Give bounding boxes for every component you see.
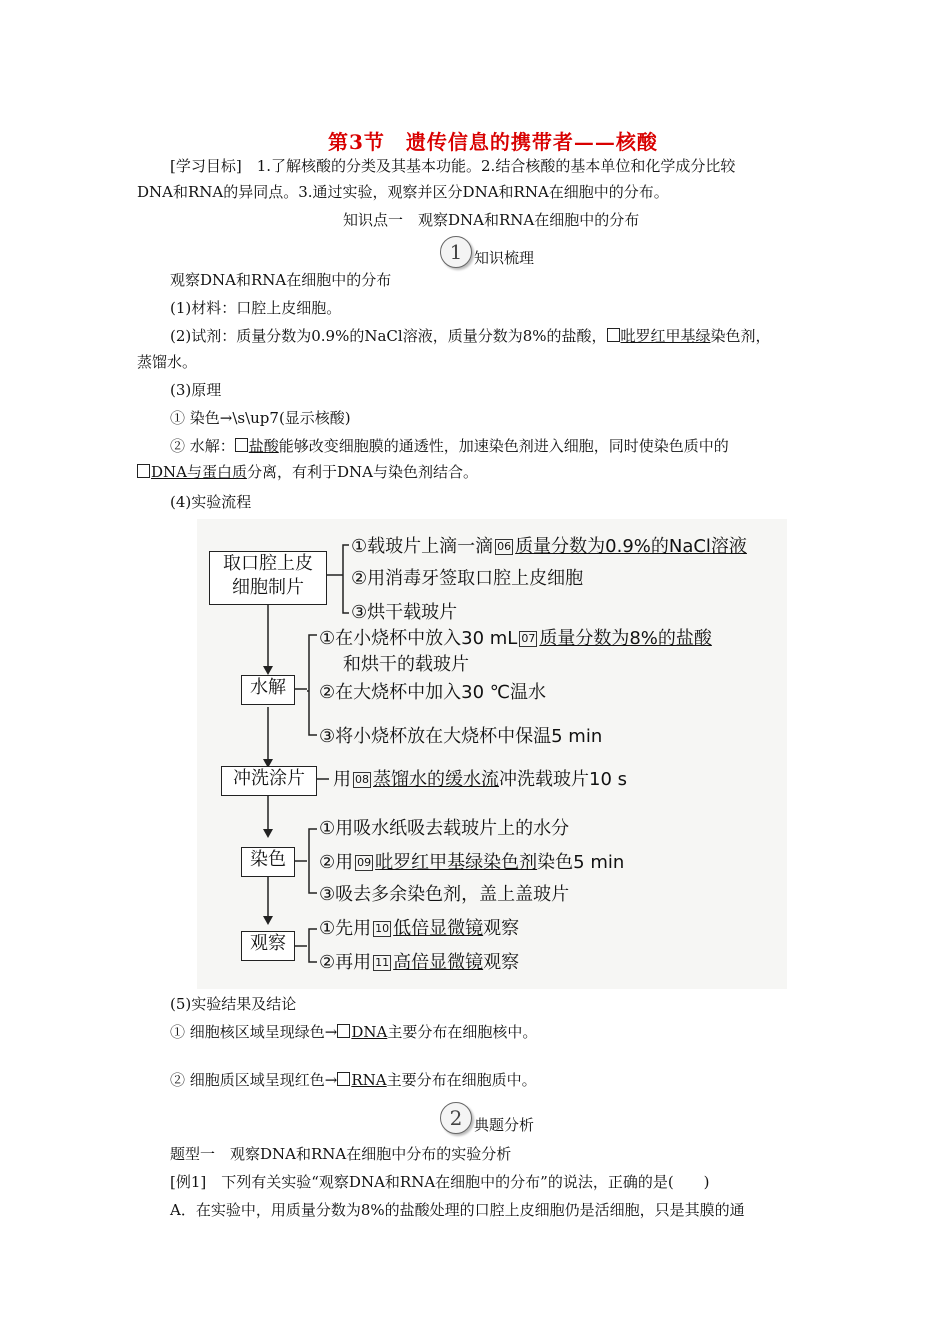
paragraph-heading: 观察DNA和RNA在细胞中的分布 [170,271,392,289]
step1-item1: ①载玻片上滴一滴 06 质量分数为0.9%的NaCl溶液 [351,536,747,557]
blank-box-icon [607,328,620,342]
reagents-answer: 吡罗红甲基绿 [620,327,711,345]
hydrolysis-text2: 分离，有利于DNA与染色剂结合。 [246,463,478,481]
procedure-heading: (4)实验流程 [170,493,252,511]
step1-answer: 质量分数为0.9%的NaCl溶液 [515,536,747,557]
step2-answer: 质量分数为8%的盐酸 [539,628,712,649]
step-box-staining: 染色 [241,847,295,877]
blank-box-icon [337,1024,350,1038]
blank-box-icon [235,438,248,452]
reagents-text: (2)试剂：质量分数为0.9%的NaCl溶液，质量分数为8%的盐酸， [170,327,607,345]
step2-item2: ②在大烧杯中加入30 ℃温水 [319,682,546,703]
section-number-icon: 2 [440,1102,472,1134]
materials-line: (1)材料：口腔上皮细胞。 [170,299,342,317]
step2-item3: ③将小烧杯放在大烧杯中保温5 min [319,726,603,747]
procedure-flowchart [197,519,787,989]
section-number-icon: 1 [440,236,472,268]
question-type-heading: 题型一 观察DNA和RNA在细胞中分布的实验分析 [170,1145,512,1163]
principle-heading: (3)原理 [170,381,222,399]
blank-number-label: 10 [375,922,390,935]
hydrolysis-label: ② 水解： [170,437,235,455]
result1-answer: DNA [351,1023,388,1041]
step4-answer: 吡罗红甲基绿染色剂 [375,852,538,873]
results-heading: (5)实验结果及结论 [170,995,297,1013]
step4-item2: ②用 09 吡罗红甲基绿染色剂染色5 min [319,852,625,873]
step-box-line: 细胞制片 [232,577,304,598]
result2-answer: RNA [351,1071,387,1089]
step5-item1: ①先用 10 低倍显微镜观察 [319,918,520,939]
reagents-text-end: 染色剂， [710,327,771,345]
hydrolysis-answer: 盐酸 [248,437,279,455]
step5-answer2: 高倍显微镜 [393,952,484,973]
result-2: ② 细胞质区域呈现红色→ RNA主要分布在细胞质中。 [170,1071,537,1089]
principle-hydrolysis-line2 [137,462,478,482]
step-box-observe: 观察 [241,931,295,961]
step4-item3: ③吸去多余染色剂，盖上盖玻片 [319,884,570,905]
step3-item1: 用 08 蒸馏水的缓水流冲洗载玻片10 s [333,769,628,790]
section-label: 知识梳理 [474,249,535,267]
blank-number-label: 07 [521,632,536,645]
example-question: [例1] 下列有关实验“观察DNA和RNA在细胞中的分布”的说法，正确的是( ) [170,1173,710,1191]
step5-item2: ②再用 11 高倍显微镜观察 [319,952,520,973]
step-box-rinse: 冲洗涂片 [221,766,317,796]
blank-number-label: 06 [497,540,512,553]
option-a: A．在实验中，用质量分数为8%的盐酸处理的口腔上皮细胞仍是活细胞，只是其膜的通 [170,1201,745,1219]
reagents-line [170,326,771,346]
step1-item3: ③烘干载玻片 [351,602,458,623]
reagents-line2: 蒸馏水。 [137,353,198,371]
step3-answer: 蒸馏水的缓水流 [373,769,499,790]
page-title: 第3节 遗传信息的携带者——核酸 [328,130,658,154]
section-label: 典题分析 [474,1116,535,1134]
blank-box-icon [337,1072,350,1086]
step2-item1: ①在小烧杯中放入30 mL 07 质量分数为8%的盐酸 [319,628,712,649]
hydrolysis-text: 能够改变细胞膜的通透性，加速染色剂进入细胞，同时使染色质中的 [278,437,729,455]
blank-number-label: 09 [357,856,372,869]
step5-answer: 低倍显微镜 [393,918,484,939]
step-box-line: 取口腔上皮 [223,553,313,574]
step1-item2: ②用消毒牙签取口腔上皮细胞 [351,568,584,589]
result-1: ① 细胞核区域呈现绿色→ DNA主要分布在细胞核中。 [170,1023,538,1041]
step2-item1-cont: 和烘干的载玻片 [343,654,469,675]
principle-hydrolysis [170,436,729,456]
blank-box-icon [137,464,150,478]
step4-item1: ①用吸水纸吸去载玻片上的水分 [319,818,570,839]
blank-number-label: 11 [375,956,390,969]
blank-number-label: 08 [355,773,369,786]
objectives-line2: DNA和RNA的异同点。3.通过实验，观察并区分DNA和RNA在细胞中的分布。 [137,183,669,201]
principle-staining: ① 染色→\s\up7(显示核酸) [170,409,351,427]
knowledge-point-heading: 知识点一 观察DNA和RNA在细胞中的分布 [343,211,640,229]
hydrolysis-answer2: DNA与蛋白质 [151,463,247,481]
step-box-slide-prep [209,551,327,605]
objectives-line1: [学习目标] 1.了解核酸的分类及其基本功能。2.结合核酸的基本单位和化学成分比较 [170,157,736,175]
step-box-hydrolysis: 水解 [241,675,295,705]
